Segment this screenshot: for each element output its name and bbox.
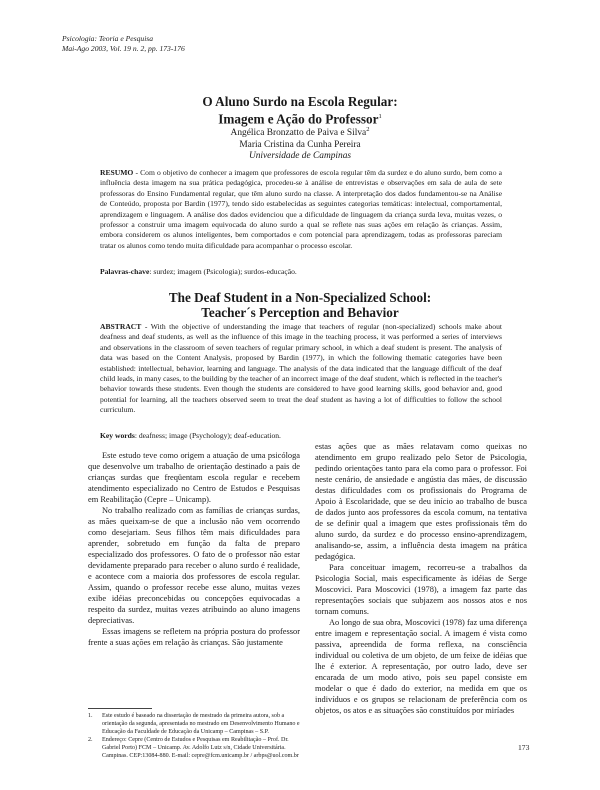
abstract-block (100, 322, 502, 416)
english-title-line2: Teacher´s Perception and Behavior (201, 305, 399, 320)
abstract-label: ABSTRACT (100, 322, 142, 331)
abstract-text: - With the objective of understanding the image that teachers of regular (non-specialized) schools make about deafness and deaf students, as well as the influence of this image in the teaching process, it was performed a series of interviews and observations in the classroom of seven teachers of regular primary school, in which a deaf student is present. The analysis of data was based on the Content Analysis, proposed by Bardin (1977), in which the following thematic categories have been established: intellectual, behavior, learning and language. The analysis of the data indicated that the language difficult of the deaf child leads, in many cases, to the building by the teacher of an incorrect image of the deaf student, which is reflected in the teacher's behavior towards these students. Even though the students are considered to have good learning skills, good behavior and, good potential for learning, all the teachers observed seem to treat the deaf student as having a lot of difficulties to follow the school curriculum. (100, 322, 502, 415)
english-title-line1: The Deaf Student in a Non-Specialized School: (168, 290, 432, 305)
author-footnote-mark: 2 (366, 126, 370, 133)
resumo-text: - Com o objetivo de conhecer a imagem que professores de escola regular têm da surdez e do aluno surdo, bem como a influência desta imagem na sua prática pedagógica, procedeu-se à análise de entrevistas e observações em sala de aula de sete professoras do Ensino Fundamental regular, que têm aluno surdo na classe. A interpretação dos dados fundamentou-se na Análise de Conteúdo, proposta por Bardin (1977), tendo sido estabelecidas as seguintes categorias temáticas: intelectual, comportamental, aprendizagem e linguagem. A análise dos dados evidenciou que a dificuldade de linguagem da criança surda leva, muitas vezes, o professor a construir uma imagem equivocada do aluno surdo a qual se reflete nas suas ações em relação às crianças. Assim, embora considerem os alunos inteligentes, bem comportados e com potencial para aprendizagem, todas as professoras pareciam tratar os alunos como tendo muita dificuldade para acompanhar o processo escolar. (100, 168, 502, 250)
author-block (62, 124, 538, 163)
footnote-divider (88, 708, 152, 709)
footnotes (88, 713, 300, 762)
palavras-chave-block (100, 267, 502, 277)
resumo-label: RESUMO (100, 168, 134, 177)
body-paragraph: Ao longo de sua obra, Moscovici (1978) faz uma diferença entre imagem e representação social. A imagem é vista como passiva, apreendida de forma reflexa, na consciência individual ou coletiva de um objeto, de um feixe de idéias que lhe é exterior. A representação, por outro lado, deve ser encarada de um modo ativo, pois seu papel consiste em modelar o que é dado do exterior, na medida em que os indivíduos e os grupos se relacionam de preferência com os objetos, os atos e as situações são constituídos por miríades (315, 618, 527, 715)
journal-header (62, 34, 185, 54)
footnote-text: Endereço: Cepre (Centro de Estudos e Pesquisas em Reabilitação – Prof. Dr. Gabriel Porto) FCM – Unicamp. Av. Adolfo Lutz s/n, Cidade Universitária. Campinas. CEP:13084-880. E-mail: cepre@fcm.unicamp.br / arbps@uol.com.br (102, 737, 299, 759)
footnote-number: 2. (88, 737, 93, 744)
body-column-left (88, 450, 300, 648)
portuguese-title-line1: O Aluno Surdo na Escola Regular: (202, 94, 398, 109)
portuguese-title-line2: Imagem e Ação do Professor$^1$ (218, 111, 382, 127)
palavras-chave-label: Palavras-chave (100, 267, 150, 276)
body-column-right (315, 441, 527, 716)
title-footnote-mark: 1 (378, 113, 382, 120)
footnote-text: Este estudo é baseado na dissertação de mestrado da primeira autora, sob a orientação da segunda, apresentada no mestrado em Desenvolvimento Humano e Educação da Faculdade de Educação da Unicamp – Campinas – S.P. (102, 713, 300, 735)
body-paragraph: Essas imagens se refletem na própria postura do professor frente a suas ações em relação às crianças. São justamente (88, 627, 300, 647)
institution: Universidade de Campinas (248, 151, 352, 162)
body-paragraph: No trabalho realizado com as famílias de crianças surdas, as mães queixam-se de que a inclusão não vem ocorrendo como desejariam. Seus filhos têm mais dificuldades para aprender, sobretudo em função da falta de preparo especializado dos professores. O fato de o professor não estar devidamente preparado para receber o aluno surdo é realidade, e acontece com a maioria dos professores de escola regular. Assim, quando o professor recebe esse aluno, muitas vezes exibe idéias preconcebidas ou concepções equivocadas a respeito da surdez, muitas vezes atribuindo ao aluno imagens depreciativas. (88, 506, 300, 625)
journal-name: Psicologia: Teoria e Pesquisa (62, 34, 154, 43)
page-number: 173 (518, 743, 530, 752)
footnote (88, 713, 300, 736)
palavras-chave-text: : surdez; imagem (Psicologia); surdos-educação. (149, 267, 297, 276)
english-title (62, 290, 538, 320)
footnote (88, 737, 300, 760)
body-paragraph: Este estudo teve como origem a atuação de uma psicóloga que desenvolve um trabalho de orientação destinado a pais de crianças surdas que freqüentam escola regular e recebem atendimento especializado no Centro de Estudos e Pesquisas em Reabilitação (Cepre – Unicamp). (88, 451, 300, 504)
resumo-block (100, 168, 502, 251)
journal-issue: Mai-Ago 2003, Vol. 19 n. 2, pp. 173-176 (62, 44, 185, 53)
portuguese-title (62, 94, 538, 126)
body-paragraph: Para conceituar imagem, recorreu-se a trabalhos da Psicologia Social, mais especificamente às idéias de Serge Moscovici. Para Moscovici (1978), a imagem faz parte das representações sociais que subjazem aos nossos atos e nos tornam comuns. (315, 563, 527, 616)
author-1: Angélica Bronzatto de Paiva e Silva$^2$ (230, 126, 370, 139)
key-words-block (100, 431, 502, 441)
key-words-label: Key words (100, 431, 135, 440)
author-2: Maria Cristina da Cunha Pereira (239, 139, 361, 150)
key-words-text: : deafness; image (Psychology); deaf-education. (134, 431, 281, 440)
footnote-number: 1. (88, 713, 93, 719)
body-paragraph: estas ações que as mães relatavam como queixas no atendimento em grupo realizado pelo Setor de Psicologia, pedindo orientações tanto para ela como para o professor. Foi neste cenário, de ansiedade e angústia das mães, de discussão destas dificuldades com os profissionais do Programa de Apoio à Escolaridade, que se deu início ao trabalho de busca de dados junto aos professores da escola comum, na tentativa de se definir qual a imagem que estes profissionais têm do aluno surdo, da surdez e do processo ensino-aprendizagem, analisando-se, assim, a influência desta imagem na prática pedagógica. (315, 442, 527, 561)
